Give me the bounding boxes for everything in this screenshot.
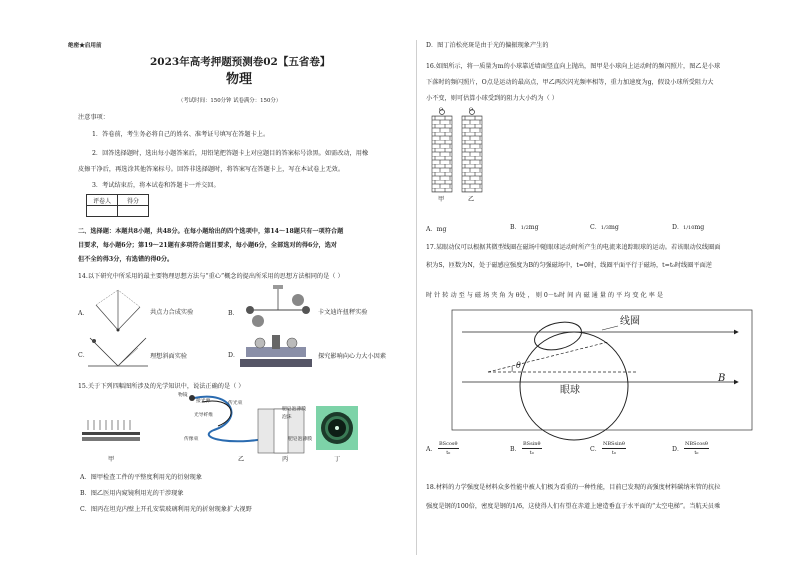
note-2-cont: 皮擦干净后，再选涂其他答案标号。回答非选择题时，将答案写在答题卡上，写在本试卷上无效。 [78, 166, 345, 173]
q15-option-a: A．图甲检查工件的平整度利用光的衍射现象 [80, 474, 203, 481]
column-divider [416, 40, 417, 555]
q16-line-3: 小不变，则可估算小球受到的阻力大小约为（ ） [426, 95, 558, 102]
score-table [86, 194, 149, 217]
fig-c-label: 丙 [282, 456, 289, 463]
q16-option-b-value: mg [528, 224, 539, 231]
eye-tracker-figure [452, 310, 752, 430]
tank-label-3: 肥皂泡薄膜 [288, 437, 312, 442]
q15-option-b: B．图乙医用内窥镜利用光的干涉现象 [80, 490, 184, 497]
q17-option-c-label: C． [590, 446, 601, 453]
q17-option-a-label: A． [426, 446, 437, 453]
q17-option-b-den: t₀ [529, 450, 534, 456]
fig-d-label: 丁 [334, 456, 341, 463]
q16-option-b-label: B． [510, 224, 521, 231]
q14-option-b-label: B． [228, 310, 239, 317]
q16-option-a-label: A． [426, 226, 437, 233]
wall-a-label: 甲 [438, 196, 445, 203]
q16-line-1: 16.如图所示，将一质量为m的小球靠近墙面竖直向上抛出，图甲是小球向上运动时的频闪照片，图乙是小球 [426, 63, 721, 70]
q17-option-d-den: t₀ [694, 450, 699, 456]
q16-option-d-label: D． [672, 224, 684, 231]
q16-option-c-value: mg [608, 224, 619, 231]
torsion-balance-figure [238, 285, 318, 333]
q14-option-d-caption: 探究影响向心力大小因素 [318, 353, 387, 360]
q17-option-d-label: D． [672, 446, 684, 453]
section-line-2: 目要求，每小题6分；第19～21题有多项符合题目要求，每小题6分，全部选对的得6分，选对 [78, 242, 338, 249]
note-3: 3．考试结束后，将本试卷和答题卡一并交回。 [92, 182, 220, 189]
note-1: 1．答卷前，考生务必将自己的姓名、准考证号填写在答题卡上。 [92, 131, 270, 138]
secret-mark: 绝密★启用前 [68, 43, 102, 49]
tank-label-2: 泡沫 [282, 415, 292, 420]
q14-text: 14.以下研究中所采用的最主要物理思想方法与“重心”概念的提出所采用的思想方法相同的是（ ） [78, 273, 344, 280]
q16-option-d-value: mg [694, 224, 705, 231]
q17-option-a-den: t₀ [446, 450, 451, 456]
q17-option-b-num: BSsinθ [523, 441, 541, 447]
ideal-incline-figure [88, 336, 148, 368]
strobe-photo-figure [430, 108, 490, 204]
q16-option-c [590, 224, 619, 232]
q17-option-b-frac [522, 440, 542, 457]
q17-line-3: 时 针 转 动 至 与 磁 场 夹 角 为 θ处 ， 则 0－t₀时 间 内 磁 通 量 的 平 均 变 化 率 是 [426, 292, 664, 299]
q16-option-d-frac: 1/10 [683, 225, 695, 231]
exam-title: 2023年高考押题预测卷02【五省卷】 [150, 56, 331, 68]
q18-line-1: 18.材料的力学强度是材料众多性能中被人们极为看重的一种性能，目前已发现的高强度材料碳纳米管的抗拉 [426, 484, 721, 491]
grader-blank [87, 206, 118, 217]
q17-option-c-frac [602, 440, 626, 457]
subject-title: 物理 [226, 72, 253, 87]
poisson-spot-figure [316, 406, 358, 450]
notes-heading: 注意事项： [78, 114, 109, 121]
left-column [68, 0, 408, 562]
tank-label-1: 肥皂泡薄膜 [282, 407, 306, 412]
q15-text: 15.关于下列四幅图所涉及的光学知识中，说法正确的是（ ） [78, 383, 245, 390]
q14-option-d-label: D． [228, 352, 240, 359]
q16-option-d [672, 224, 704, 232]
centripetal-apparatus-figure [236, 333, 316, 371]
field-label: B [718, 373, 726, 384]
fiber-label-bundle: 传光束 [228, 401, 243, 406]
eye-label: 眼球 [560, 385, 580, 396]
score-blank [118, 206, 149, 217]
q14-option-a-caption: 共点力合成实验 [150, 309, 194, 316]
q17-option-c-num: NBSsinθ [603, 441, 625, 447]
q17-line-1: 17.某眼动仪可以根据其微型线圈在磁场中随眼球运动时所产生的电流来追踪眼球的运动。若该眼动仪线圈面 [426, 244, 721, 251]
section-line-3: 但不全的得3分，有选错的得0分。 [78, 256, 174, 263]
q15-option-d: D．图丁泊松亮斑是由于光的偏振现象产生的 [426, 42, 549, 49]
fiber-label-source: 接光源 [196, 399, 211, 404]
exam-info: （考试时间：150分钟 试卷满分：150分） [178, 98, 282, 104]
fiber-label-objective: 物镜 [178, 393, 188, 398]
fig-a-label: 甲 [108, 456, 115, 463]
section-line-1: 二、选择题：本题共8小题，共48分。在每小题给出的四个选项中，第14～18题只有一项符合题 [78, 228, 344, 235]
flatness-check-figure [82, 420, 142, 448]
point-o-a: O [439, 107, 444, 113]
angle-label: θ [516, 361, 521, 370]
coil-label: 线圈 [620, 316, 640, 327]
q16-option-c-frac: 1/3 [600, 225, 609, 231]
wall-b-label: 乙 [468, 196, 475, 203]
q14-option-a-label: A． [78, 310, 89, 317]
q17-option-d-num: NBScosθ [685, 441, 708, 447]
q18-line-2: 强度是钢的100倍，密度是钢的1/6，这使得人们有望在赤道上建造垂直于水平面的“太空电梯”。当航天员乘 [426, 503, 721, 510]
q17-option-d-frac [684, 440, 709, 457]
score-cell: 得分 [118, 195, 149, 206]
q16-option-b [510, 224, 539, 232]
q17-option-a-frac [438, 440, 459, 457]
q16-option-b-frac: 1/2 [520, 225, 529, 231]
q16-option-a-value: mg [436, 226, 447, 233]
q14-option-c-caption: 理想斜面实验 [150, 353, 188, 360]
q14-option-c-label: C． [78, 352, 89, 359]
q14-option-b-caption: 卡文迪许扭秤实验 [318, 309, 368, 316]
q17-option-c-den: t₀ [611, 450, 616, 456]
q15-option-c: C．图丙在坦克内壁上开孔安装玻璃利用光的折射现象扩大视野 [80, 506, 252, 513]
q17-option-a-num: BScosθ [439, 441, 458, 447]
q17-line-2: 积为S，匝数为N，处于磁感应强度为B的匀强磁场中，t=0时，线圈平面平行于磁场，t=t₀时线圈平面逆 [426, 262, 712, 269]
q17-option-b-label: B． [510, 446, 521, 453]
q16-option-c-label: C． [590, 224, 601, 231]
force-composition-figure [88, 285, 148, 335]
fiber-label-image: 传像束 [184, 437, 199, 442]
right-column [426, 0, 768, 562]
q16-line-2: 下落时的频闪照片，O点是运动的最高点，甲乙两次闪光频率相等，重力加速度为g，假设小球所受阻力大 [426, 79, 714, 86]
note-2: 2．回答选择题时，选出每小题答案后，用铅笔把答题卡上对应题目的答案标号涂黑。如需改动，用橡 [92, 150, 369, 157]
point-o-b: O [469, 107, 474, 113]
grader-cell: 评卷人 [87, 195, 118, 206]
fig-b-label: 乙 [238, 456, 245, 463]
q16-option-a [426, 226, 446, 234]
fiber-label-fiber: 光导纤维 [194, 413, 214, 418]
